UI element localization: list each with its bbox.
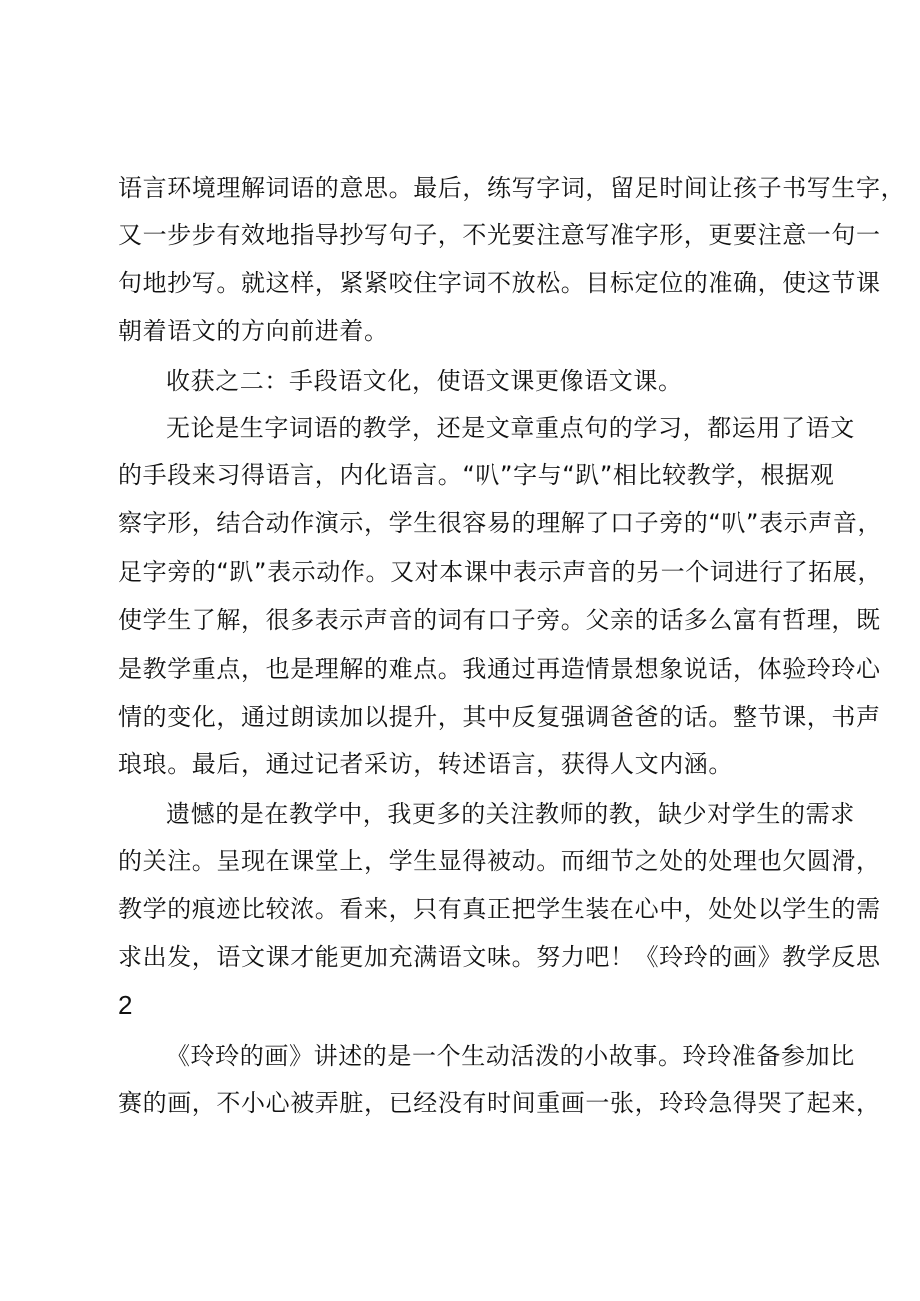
text-line: 求出发，语文课才能更加充满语文味。努力吧！《玲玲的画》教学反思 [118, 943, 881, 971]
text-line: 又一步步有效地指导抄写句子，不光要注意写准字形，更要注意一句一 [118, 221, 881, 249]
text-line: 语言环境理解词语的意思。最后，练写字词，留足时间让孩子书写生字， [118, 174, 906, 202]
text-line: 赛的画，不小心被弄脏，已经没有时间重画一张，玲玲急得哭了起来， [118, 1089, 881, 1117]
text-line: 琅琅。最后，通过记者采访，转述语言，获得人文内涵。 [118, 750, 733, 778]
text-line: 使学生了解，很多表示声音的词有口子旁。父亲的话多么富有哲理，既 [118, 606, 881, 634]
text-line: 朝着语文的方向前进着。 [118, 317, 389, 345]
text-line: 察字形，结合动作演示，学生很容易的理解了口子旁的“叭”表示声音， [118, 509, 883, 537]
text-line: 情的变化，通过朗读加以提升，其中反复强调爸爸的话。整节课，书声 [118, 703, 881, 731]
text-line: 句地抄写。就这样，紧紧咬住字词不放松。目标定位的准确，使这节课 [118, 269, 881, 297]
text-line: 无论是生字词语的教学，还是文章重点句的学习，都运用了语文 [166, 414, 855, 442]
text-line: 遗憾的是在教学中，我更多的关注教师的教，缺少对学生的需求 [166, 800, 855, 828]
text-line: 教学的痕迹比较浓。看来，只有真正把学生装在心中，处处以学生的需 [118, 895, 881, 923]
section-number: 2 [118, 990, 133, 1020]
text-line: 的手段来习得语言，内化语言。“叭”字与“趴”相比较教学，根据观 [118, 461, 835, 489]
text-line: 是教学重点，也是理解的难点。我通过再造情景想象说话，体验玲玲心 [118, 655, 881, 683]
text-line: 足字旁的“趴”表示动作。又对本课中表示声音的另一个词进行了拓展， [118, 558, 883, 586]
text-line: 的关注。呈现在课堂上，学生显得被动。而细节之处的处理也欠圆滑， [118, 847, 881, 875]
section-heading: 收获之二：手段语文化，使语文课更像语文课。 [166, 367, 683, 395]
text-line: 《玲玲的画》讲述的是一个生动活泼的小故事。玲玲准备参加比 [166, 1042, 855, 1070]
